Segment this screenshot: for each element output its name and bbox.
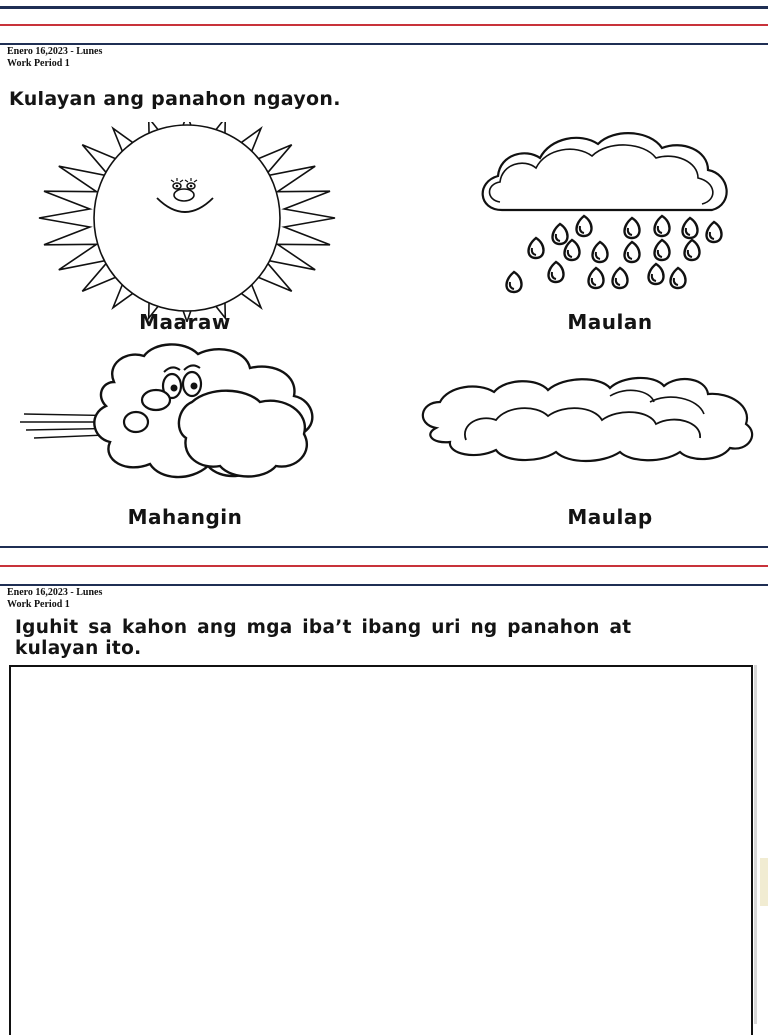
top-rule-navy	[0, 6, 768, 9]
drawing-box-shadow	[754, 665, 757, 1024]
sun-icon	[37, 122, 337, 322]
weather-label-maaraw: Maaraw	[139, 310, 231, 334]
worksheet-2-instruction-line-1: Iguhit sa kahon ang mga iba’t ibang uri ng panahon at	[15, 617, 632, 638]
rain-drop	[529, 238, 544, 258]
cloud-icon	[414, 368, 764, 468]
top-rule-red	[0, 24, 768, 26]
wind-cloud-icon	[14, 342, 354, 492]
drawing-box[interactable]	[9, 665, 753, 1035]
top-rule-navy-2	[0, 43, 768, 45]
divider-rule-navy	[0, 546, 768, 548]
worksheet-1-date: Enero 16,2023 - Lunes	[7, 46, 103, 57]
worksheet-1-instruction: Kulayan ang panahon ngayon.	[9, 88, 341, 110]
weather-label-mahangin: Mahangin	[127, 505, 243, 529]
weather-label-maulan: Maulan	[567, 310, 653, 334]
worksheet-1-period: Work Period 1	[7, 58, 70, 69]
rain-cloud-icon	[472, 124, 742, 304]
worksheet-2-instruction-line-2: kulayan ito.	[15, 638, 142, 659]
divider-rule-red	[0, 565, 768, 567]
weather-label-maulap: Maulap	[567, 505, 653, 529]
page-smudge	[760, 858, 768, 906]
worksheet-2-date: Enero 16,2023 - Lunes	[7, 587, 103, 598]
worksheet-2-period: Work Period 1	[7, 599, 70, 610]
divider-rule-navy-2	[0, 584, 768, 586]
